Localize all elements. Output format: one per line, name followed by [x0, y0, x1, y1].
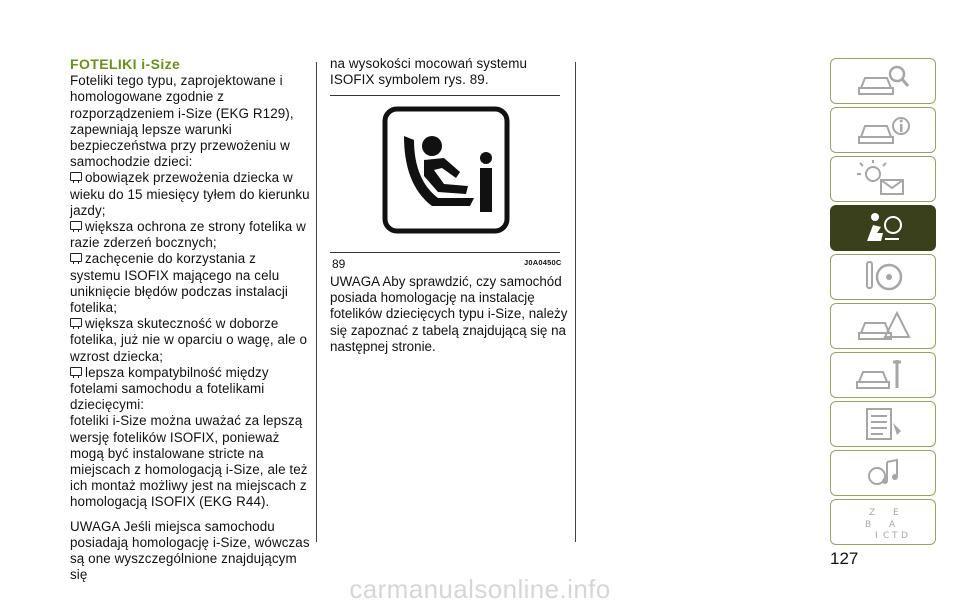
- sidebar-tab-vehicle-info[interactable]: [830, 107, 936, 153]
- sidebar-tab-index[interactable]: [830, 499, 936, 545]
- car-magnifier-icon: [853, 62, 913, 100]
- sidebar-tab-starting-driving[interactable]: [830, 254, 936, 300]
- airbag-person-icon: [853, 209, 913, 247]
- index-letter: I: [875, 531, 878, 541]
- intro-paragraph: Foteliki tego typu, zaprojektowane i homologowane zgodnie z rozporządzeniem i-Size (EKG R129), zapewniają lepsze warunki bezpieczeństwa przy przewożeniu w samochodzie dzieci:: [70, 73, 294, 170]
- index-letter: A: [889, 520, 896, 530]
- section-heading: FOTELIKI i-Size: [70, 56, 181, 72]
- column-middle-note: [330, 274, 570, 355]
- figure-code: J0A0450C: [524, 258, 562, 267]
- car-wrench-icon: [853, 356, 913, 394]
- sidebar-tab-emergency[interactable]: [830, 303, 936, 349]
- sidebar-tab-warning-lights[interactable]: [830, 156, 936, 202]
- index-letter: C: [883, 531, 890, 541]
- sidebar-tab-dashboard[interactable]: [830, 58, 936, 104]
- footer-watermark[interactable]: carmanualsonline.info: [349, 574, 611, 604]
- alphabetical-index-icon: [853, 503, 913, 541]
- index-letter: Z: [869, 508, 876, 518]
- list-item: większa skuteczność w doborze fotelika, już nie w oparciu o wagę, ale o wzrost dziecka;: [70, 316, 308, 364]
- bullet-car-icon: [70, 367, 82, 376]
- list-item: obowiązek przewożenia dziecka w wieku do 15 miesięcy tyłem do kierunku jazdy;: [70, 170, 310, 218]
- sidebar-tab-safety[interactable]: [830, 205, 936, 251]
- light-envelope-icon: [853, 160, 913, 198]
- note-paragraph: UWAGA Jeśli miejsca samochodu posiadają homologację i-Size, wówczas są one wyszczególnione znajdującym się: [70, 518, 310, 583]
- multimedia-icon: [853, 454, 913, 492]
- isofix-isize-symbol-icon: [382, 106, 510, 234]
- bullet-car-icon: [70, 221, 82, 230]
- car-info-icon: [853, 111, 913, 149]
- column-left: [70, 56, 310, 584]
- continuation-paragraph: foteliki i-Size można uważać za lepszą wersję fotelików ISOFIX, ponieważ mogą być instalowane stricte na miejscach z homologacją i-Size, ale też ich montaż możliwy jest na miejscach z homologacją ISOFIX (EKG R44).: [70, 413, 308, 510]
- bullet-car-icon: [70, 253, 82, 262]
- index-letter: E: [893, 508, 899, 518]
- figure-number: 89: [332, 257, 346, 271]
- key-steering-wheel-icon: [853, 258, 913, 296]
- index-letter: B: [865, 520, 872, 530]
- list-item: zachęcenie do korzystania z systemu ISOFIX mającego na celu uniknięcie błędów podczas instalacji fotelika;: [70, 251, 288, 316]
- sidebar-tab-specifications[interactable]: [830, 401, 936, 447]
- sidebar-tab-multimedia[interactable]: [830, 450, 936, 496]
- bullet-car-icon: [70, 318, 82, 327]
- continued-paragraph: na wysokości mocowań systemu ISOFIX symbolem rys. 89.: [330, 56, 528, 88]
- figure-rule-bottom: [330, 252, 560, 253]
- column-divider-left: [316, 62, 317, 542]
- page-number: 127: [830, 549, 859, 568]
- note-paragraph: UWAGA Aby sprawdzić, czy samochód posiada homologację na instalację fotelików dziecięcych typu i-Size, należy się zapoznać z tabelą znajdującą się na następnej stronie.: [330, 274, 568, 354]
- index-letter: D: [901, 531, 908, 541]
- column-divider-right: [575, 62, 576, 542]
- specifications-list-icon: [853, 405, 913, 443]
- figure-rule-top: [330, 95, 560, 96]
- car-warning-icon: [853, 307, 913, 345]
- list-item: lepsza kompatybilność między fotelami samochodu a fotelikami dziecięcymi:: [70, 364, 269, 413]
- bullet-car-icon: [70, 172, 82, 181]
- list-item: większa ochrona ze strony fotelika w razie zderzeń bocznych;: [70, 219, 306, 251]
- sidebar-tab-maintenance[interactable]: [830, 352, 936, 398]
- column-middle-top: [330, 56, 570, 88]
- index-letter: T: [892, 531, 898, 541]
